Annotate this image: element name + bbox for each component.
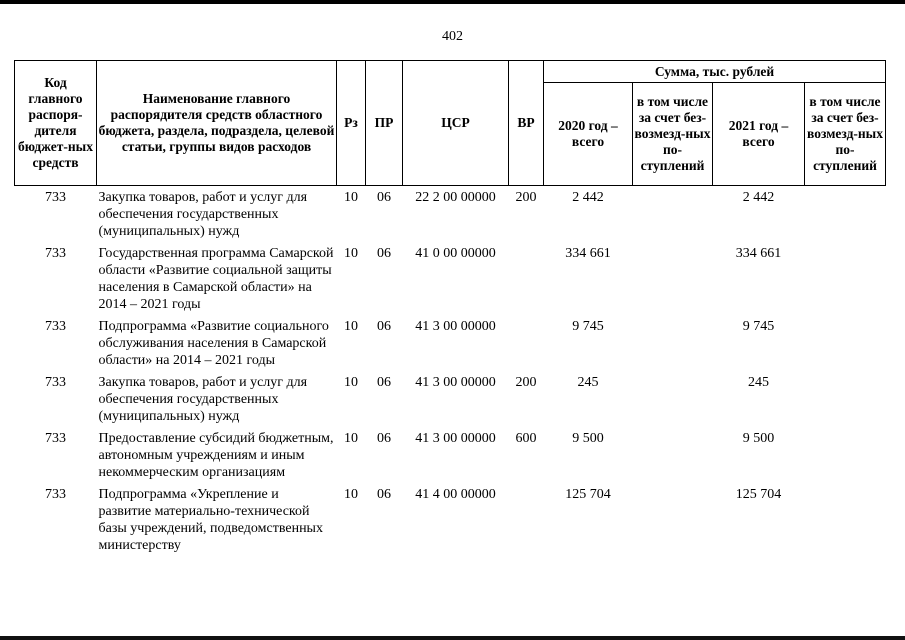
- header-2021-grants: в том числе за счет без-возмезд-ных по-ступлений: [805, 83, 886, 186]
- row-2021-grants: [805, 242, 886, 315]
- row-name: Подпрограмма «Укрепление и развитие материально-технической базы учреждений, подведомственных министерству: [98, 487, 323, 553]
- row-kod: 733: [45, 190, 66, 205]
- row-2020-total: 334 661: [565, 246, 611, 261]
- table-row: [15, 483, 886, 556]
- row-pr: 06: [377, 487, 391, 502]
- row-2020-total: 9 500: [572, 431, 604, 446]
- row-2021-grants: [805, 427, 886, 483]
- row-vr: 200: [515, 190, 537, 205]
- row-pr: 06: [377, 375, 391, 390]
- row-csr: 41 4 00 00000: [415, 487, 496, 502]
- row-2020-total: 245: [577, 375, 599, 390]
- row-2020-grants: [633, 242, 713, 315]
- row-2021-grants: [805, 315, 886, 371]
- header-2020-total: 2020 год – всего: [544, 83, 633, 186]
- row-pr: 06: [377, 246, 391, 261]
- row-csr: 41 3 00 00000: [415, 319, 496, 334]
- header-pr: ПР: [366, 61, 403, 186]
- row-2021-grants: [805, 371, 886, 427]
- header-csr: ЦСР: [403, 61, 509, 186]
- row-pr: 06: [377, 190, 391, 205]
- row-2021-grants: [805, 483, 886, 556]
- header-vr: ВР: [509, 61, 544, 186]
- row-vr: [509, 483, 544, 556]
- row-2021-total: 9 500: [742, 431, 775, 446]
- row-rz: 10: [344, 431, 358, 446]
- table-row: [15, 242, 886, 315]
- row-2020-total: 2 442: [572, 190, 604, 205]
- row-vr: 600: [515, 431, 537, 446]
- row-kod: 733: [45, 319, 66, 334]
- table-row: [15, 371, 886, 427]
- row-name: Предоставление субсидий бюджетным, автономным учреждениям и иным некоммерческим организациям: [98, 431, 334, 480]
- header-kod: Код главного распоря-дителя бюджет-ных средств: [15, 61, 97, 186]
- row-2020-grants: [633, 186, 713, 243]
- row-2020-grants: [633, 427, 713, 483]
- row-2020-grants: [633, 315, 713, 371]
- row-2020-grants: [633, 371, 713, 427]
- row-name: Подпрограмма «Развитие социального обслуживания населения в Самарской области» на 2014 – 2021 годы: [98, 319, 329, 368]
- row-csr: 41 3 00 00000: [415, 431, 496, 446]
- table-row: [15, 427, 886, 483]
- budget-table: [14, 60, 886, 556]
- row-rz: 10: [344, 246, 358, 261]
- row-2021-total: 125 704: [735, 487, 782, 502]
- header-2021-total: 2021 год – всего: [713, 83, 805, 186]
- header-rz: Рз: [337, 61, 366, 186]
- bottom-border: [0, 636, 905, 640]
- row-rz: 10: [344, 319, 358, 334]
- table-row: [15, 186, 886, 243]
- row-2021-total: 2 442: [742, 190, 775, 205]
- row-name: Закупка товаров, работ и услуг для обеспечения государственных (муниципальных) нужд: [98, 190, 308, 239]
- row-csr: 22 2 00 00000: [415, 190, 496, 205]
- row-2020-total: 125 704: [565, 487, 611, 502]
- page-number: 402: [442, 29, 463, 44]
- row-2020-total: 9 745: [572, 319, 604, 334]
- row-rz: 10: [344, 190, 358, 205]
- header-summa: Сумма, тыс. рублей: [544, 61, 886, 83]
- row-2020-grants: [633, 483, 713, 556]
- table-body: [15, 186, 886, 557]
- header-2020-grants: в том числе за счет без-возмезд-ных по-ступлений: [633, 83, 713, 186]
- row-rz: 10: [344, 375, 358, 390]
- top-border: [0, 0, 905, 4]
- row-vr: 200: [515, 375, 537, 390]
- row-pr: 06: [377, 431, 391, 446]
- row-kod: 733: [45, 246, 66, 261]
- header-name: Наименование главного распорядителя средств областного бюджета, раздела, подраздела, целевой статьи, группы видов расходов: [97, 61, 337, 186]
- row-2021-total: 334 661: [735, 246, 782, 261]
- row-rz: 10: [344, 487, 358, 502]
- row-name: Закупка товаров, работ и услуг для обеспечения государственных (муниципальных) нужд: [98, 375, 308, 424]
- row-csr: 41 0 00 00000: [415, 246, 496, 261]
- row-vr: [509, 315, 544, 371]
- row-kod: 733: [45, 375, 66, 390]
- row-csr: 41 3 00 00000: [415, 375, 496, 390]
- row-2021-total: 9 745: [742, 319, 775, 334]
- row-2021-total: 245: [748, 375, 769, 390]
- row-kod: 733: [45, 487, 66, 502]
- row-vr: [509, 242, 544, 315]
- row-2021-grants: [805, 186, 886, 243]
- row-pr: 06: [377, 319, 391, 334]
- table-row: [15, 315, 886, 371]
- row-kod: 733: [45, 431, 66, 446]
- row-name: Государственная программа Самарской области «Развитие социальной защиты населения в Самарской области» на 2014 – 2021 годы: [98, 246, 334, 312]
